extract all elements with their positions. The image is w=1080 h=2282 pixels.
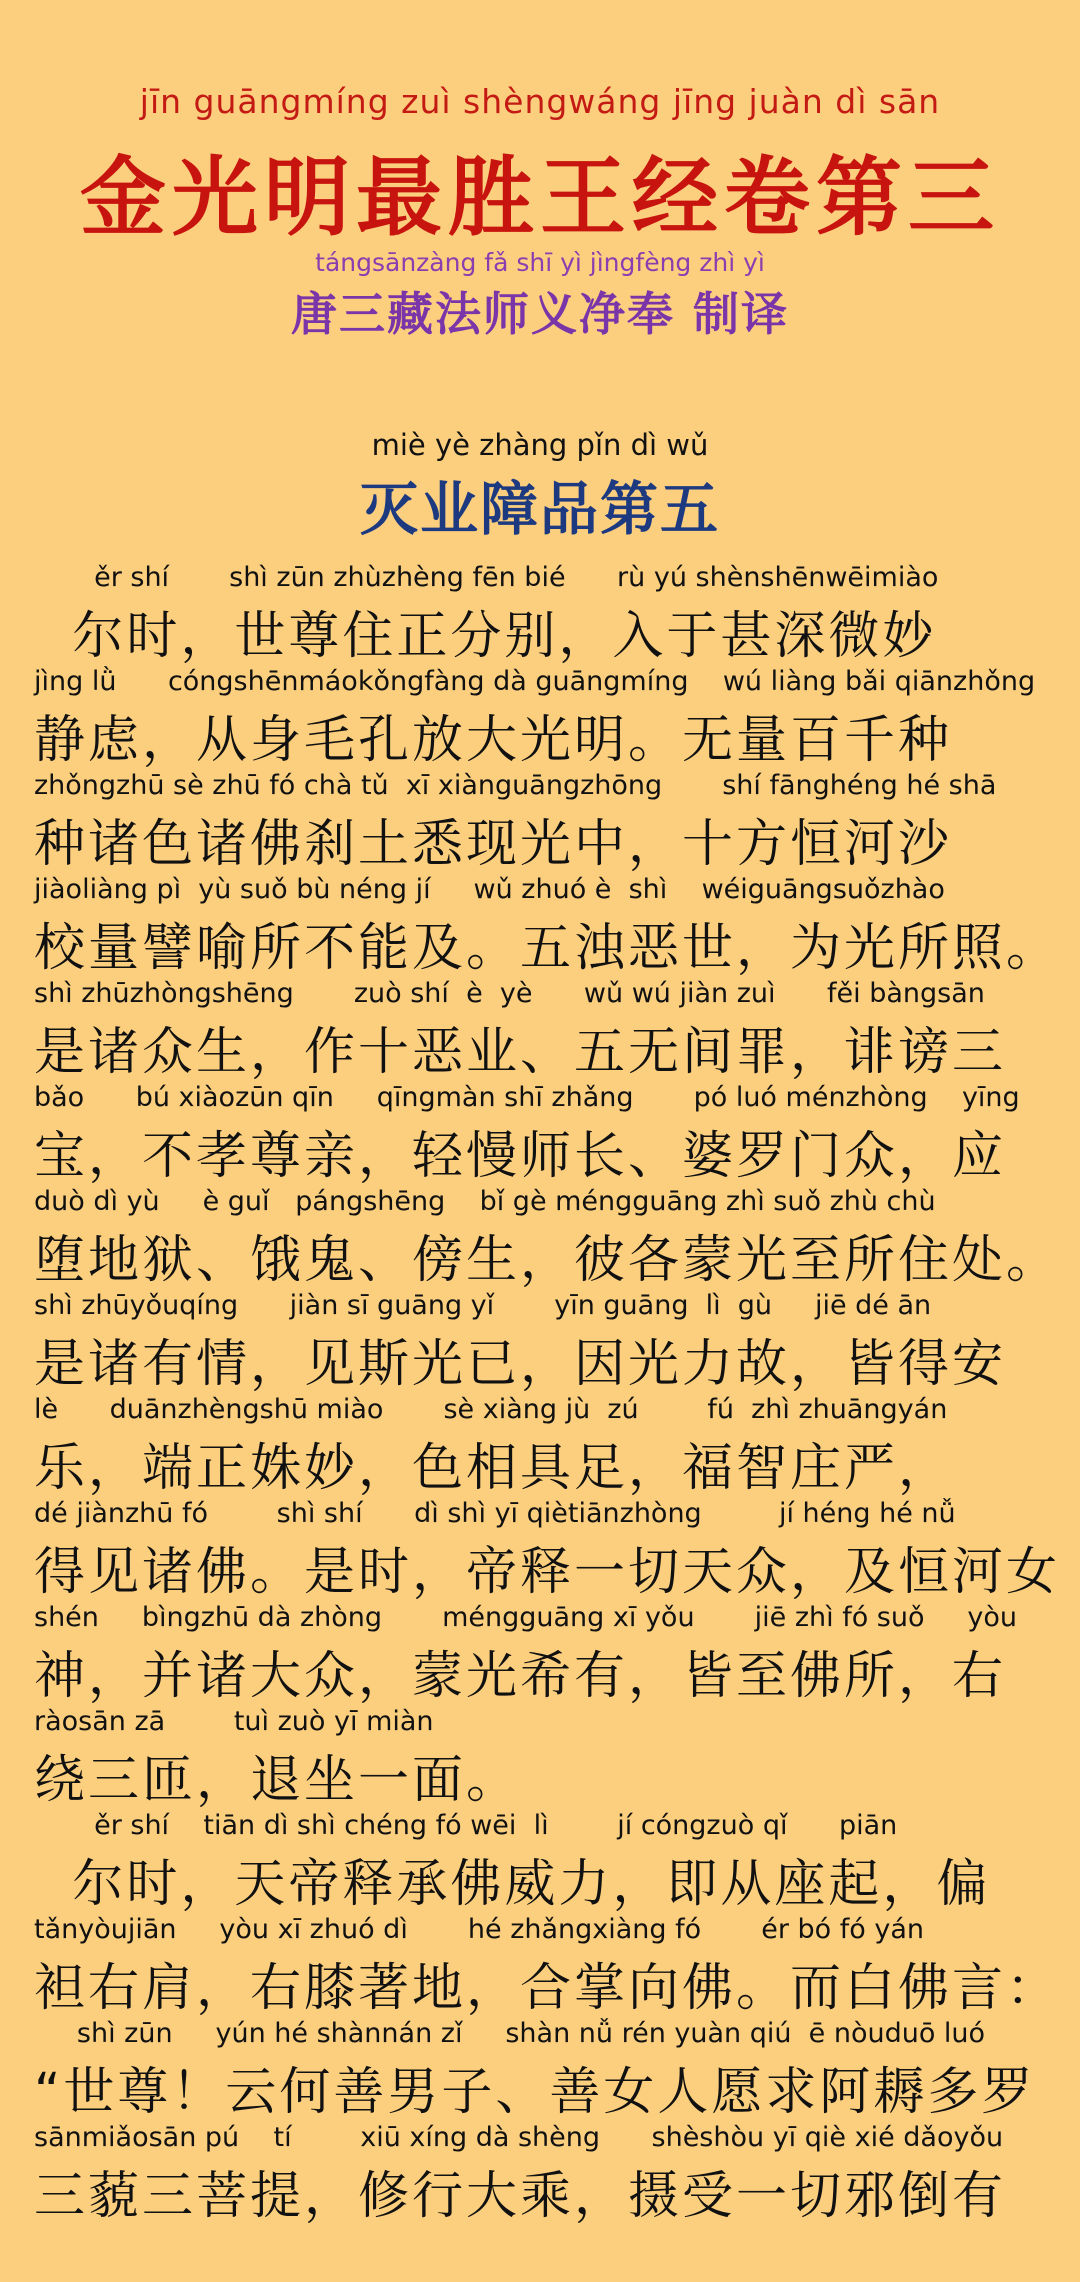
line-pinyin: ràosān zā tuì zuò yī miàn: [34, 1706, 434, 1737]
translator-line: 唐三藏法师义净奉 制译: [290, 287, 789, 341]
line-text: 静虑，从身毛孔放大光明。无量百千种: [34, 711, 953, 770]
line-text: 神，并诸大众，蒙光希有，皆至佛所，右: [34, 1647, 1007, 1706]
line-pinyin: lè duānzhèngshū miào sè xiàng jù zú fú zhì zhuāngyán: [34, 1394, 948, 1425]
page-title: 金光明最胜王经卷第三: [80, 148, 1000, 248]
line-text: 堕地狱、饿鬼、傍生，彼各蒙光至所住处。: [34, 1231, 1061, 1290]
line-pinyin: dé jiànzhū fó shì shí dì shì yī qiètiānzhòng jí héng hé nǚ: [34, 1498, 956, 1529]
line-pinyin: jìng lǜ cóngshēnmáokǒngfàng dà guāngmíng wú liàng bǎi qiānzhǒng: [34, 666, 1036, 697]
line-pinyin: shén bìngzhū dà zhòng méngguāng xī yǒu jiē zhì fó suǒ yòu: [34, 1602, 1018, 1633]
line-text: 是诸众生，作十恶业、五无间罪，诽谤三: [34, 1023, 1007, 1082]
line-text: 绕三匝，退坐一面。: [34, 1751, 521, 1810]
title-pinyin: jīn guāngmíng zuì shèngwáng jīng juàn dì sān: [139, 82, 941, 121]
chapter-title: 灭业障品第五: [359, 475, 720, 543]
line-text: 乐，端正姝妙，色相具足，福智庄严，: [34, 1439, 953, 1498]
line-pinyin: ěr shí shì zūn zhùzhèng fēn bié rù yú shènshēnwēimiào: [34, 562, 939, 593]
line-pinyin: jiàoliàng pì yù suǒ bù néng jí wǔ zhuó è shì wéiguāngsuǒzhào: [34, 874, 945, 905]
line-text: 袒右肩，右膝著地，合掌向佛。而白佛言：: [34, 1959, 1061, 2018]
line-text: 校量譬喻所不能及。五浊恶世，为光所照。: [34, 919, 1061, 978]
line-pinyin: duò dì yù è guǐ pángshēng bǐ gè méngguāng zhì suǒ zhù chù: [34, 1186, 936, 1217]
line-text: “世尊！云何善男子、善女人愿求阿耨多罗: [34, 2063, 1036, 2122]
line-pinyin: sānmiǎosān pú tí xiū xíng dà shèng shèshòu yī qiè xié dǎoyǒu: [34, 2122, 1004, 2153]
line-text: 宝，不孝尊亲，轻慢师长、婆罗门众，应: [34, 1127, 1007, 1186]
line-text: 三藐三菩提，修行大乘，摄受一切邪倒有: [34, 2167, 1007, 2226]
line-pinyin: shì zhūzhòngshēng zuò shí è yè wǔ wú jiàn zuì fěi bàngsān: [34, 978, 985, 1009]
line-pinyin: ěr shí tiān dì shì chéng fó wēi lì jí cóngzuò qǐ piān: [34, 1810, 898, 1841]
line-text: 种诸色诸佛刹土悉现光中，十方恒河沙: [34, 815, 953, 874]
line-text: 尔时，天帝释承佛威力，即从座起，偏: [34, 1855, 991, 1914]
line-pinyin: tǎnyòujiān yòu xī zhuó dì hé zhǎngxiàng fó ér bó fó yán: [34, 1914, 925, 1945]
line-pinyin: shì zūn yún hé shànnán zǐ shàn nǚ rén yuàn qiú ē nòuduō luó: [34, 2018, 986, 2049]
translator-pinyin: tángsānzàng fǎ shī yì jìngfèng zhì yì: [315, 248, 765, 277]
line-text: 尔时，世尊住正分别，入于甚深微妙: [34, 607, 937, 666]
line-text: 得见诸佛。是时，帝释一切天众，及恒河女: [34, 1543, 1061, 1602]
line-pinyin: bǎo bú xiàozūn qīn qīngmàn shī zhǎng pó luó ménzhòng yīng: [34, 1082, 1020, 1113]
line-text: 是诸有情，见斯光已，因光力故，皆得安: [34, 1335, 1007, 1394]
line-pinyin: shì zhūyǒuqíng jiàn sī guāng yǐ yīn guāng lì gù jiē dé ān: [34, 1290, 932, 1321]
line-pinyin: zhǒngzhū sè zhū fó chà tǔ xī xiànguāngzhōng shí fānghéng hé shā: [34, 770, 997, 801]
chapter-pinyin: miè yè zhàng pǐn dì wǔ: [371, 428, 709, 462]
